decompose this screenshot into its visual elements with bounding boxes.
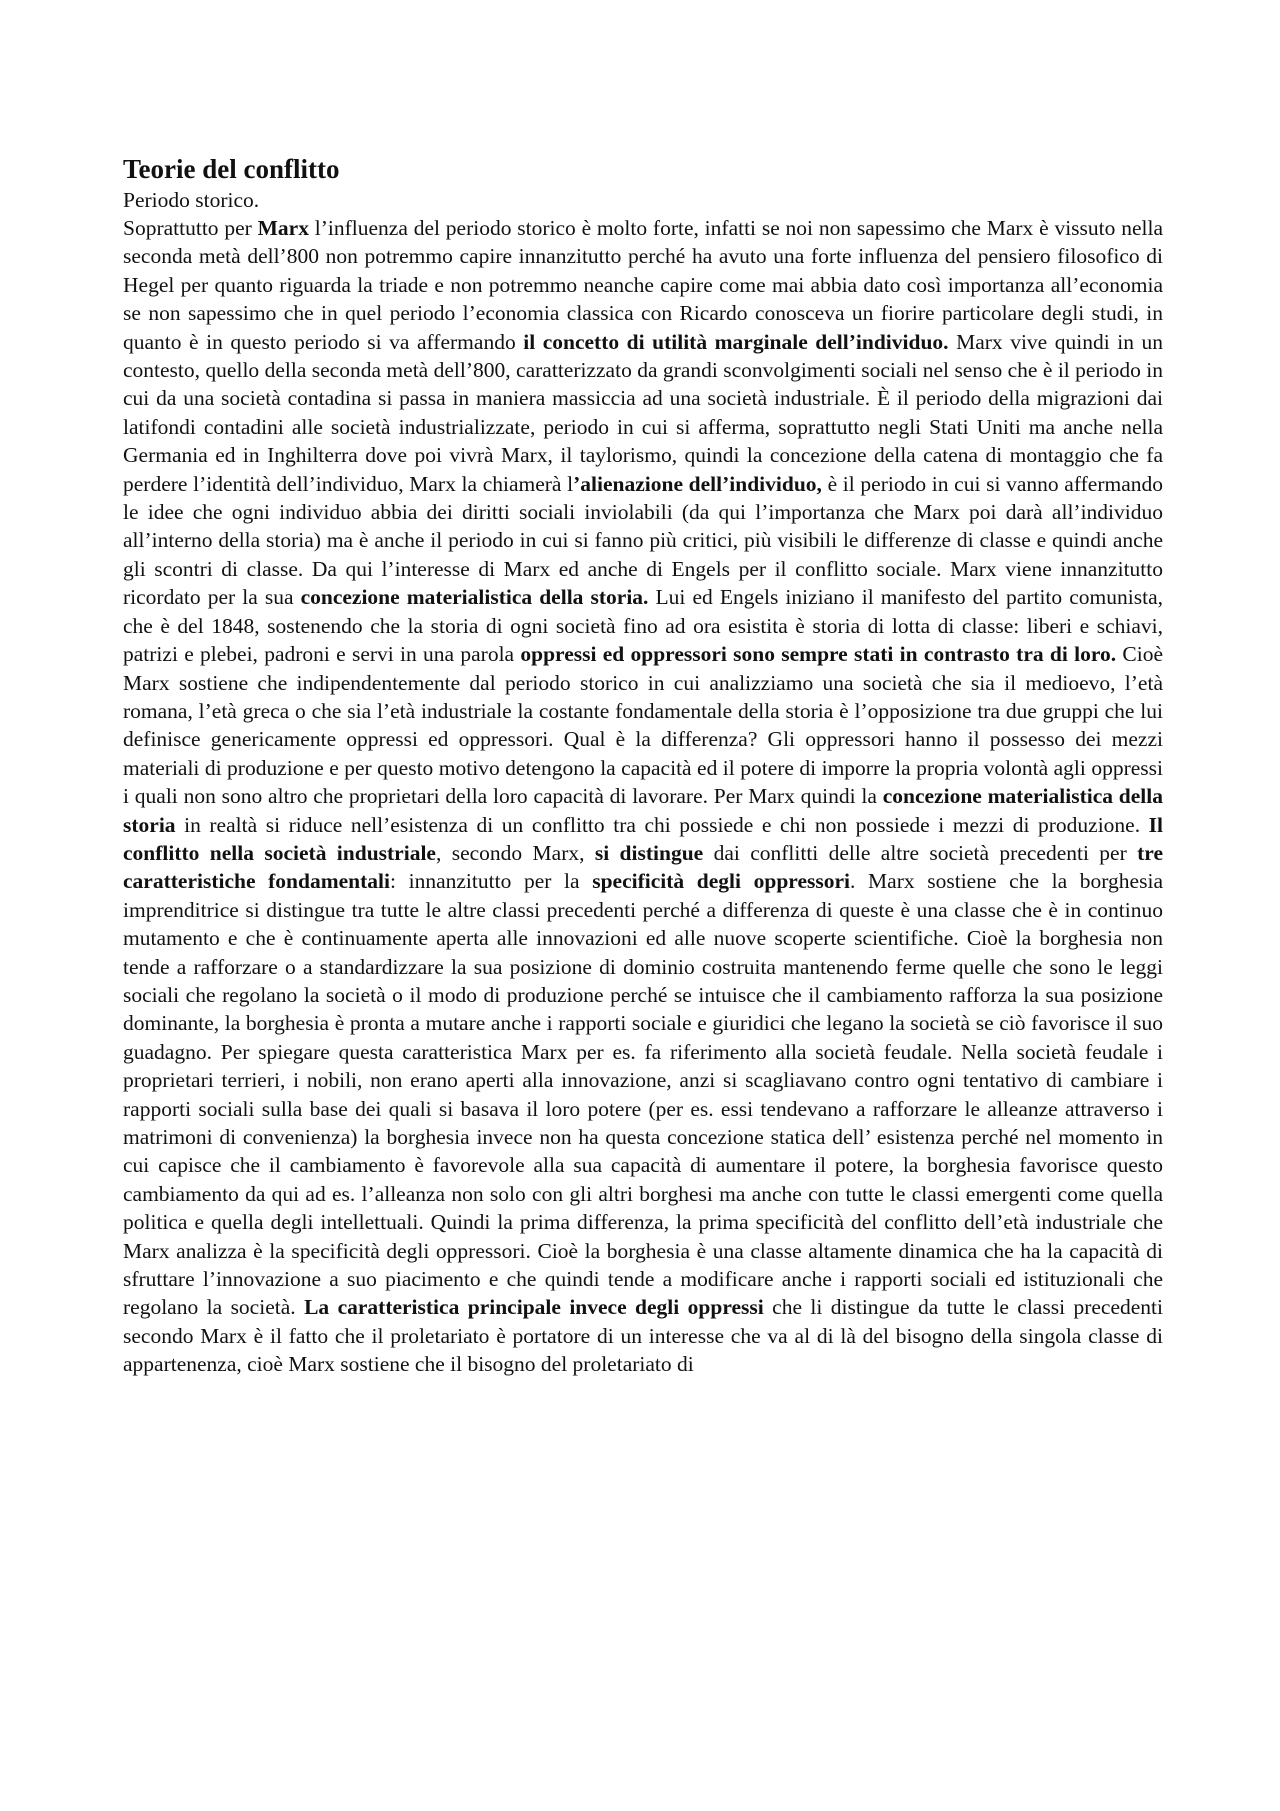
bold-text-run: concezione materialistica della storia. — [300, 585, 649, 610]
document-subtitle: Periodo storico. — [123, 188, 260, 212]
text-run: , secondo Marx, — [435, 840, 595, 865]
text-run: Marx vive quindi in un contesto, quello della seconda metà dell’800, caratterizzato da grandi sconvolgimenti sociali nel senso che è il periodo in cui da una società contadina si passa in maniera massiccia ad una società industriale. È il periodo della migrazioni dai latifondi contadini alle società industrializzate, periodo in cui si afferma, soprattutto negli Stati Uniti ma anche nella Germania ed in Inghilterra dove poi vivrà Marx, il taylorismo, quindi la concezione della catena di montaggio che fa perdere l’identità dell’individuo, Marx la chiamerà l — [123, 329, 1163, 496]
bold-text-run: oppressi ed oppressori sono sempre stati in contrasto tra di loro. — [520, 642, 1117, 667]
text-run: è il periodo in cui si vanno affermando le idee che ogni individuo abbia dei diritti sociali inviolabili (da qui l’importanza che Marx poi darà all’individuo all’interno della storia) ma è anche il periodo in cui si fanno più critici, più visibili le differenze di classe e quindi anche gli scontri di classe. Da qui l’interesse di Marx ed anche di Engels per il conflitto sociale. Marx viene innanzitutto ricordato per la sua — [123, 471, 1164, 610]
bold-text-run: concezione materialistica della storia — [123, 784, 1163, 837]
document-page — [123, 152, 1163, 1379]
text-run: . Marx sostiene che la borghesia imprenditrice si distingue tra tutte le altre classi precedenti perché a differenza di queste è una classe che è in continuo mutamento e che è continuamente aperta alle innovazioni ed alle nuove scoperte scientifiche. Cioè la borghesia non tende a rafforzare o a standardizzare la sua posizione di dominio costruita mantenendo ferme quelle che sono le leggi sociali che regolano la società o il modo di produzione perché se intuisce che il cambiamento rafforza la sua posizione dominante, la borghesia è pronta a mutare anche i rapporti sociale e giuridici che legano la società se ciò favorisce il suo guadagno. Per spiegare questa caratteristica Marx per es. fa riferimento alla società feudale. Nella società feudale i proprietari terrieri, i nobili, non erano aperti alla innovazione, anzi si scagliavano contro ogni tentativo di cambiare i rapporti sociali sulla base dei quali si basava il loro potere (per es. essi tendevano a rafforzare le alleanze attraverso i matrimoni di convenienza) la borghesia invece non ha questa concezione statica dell’ esistenza perché nel momento in cui capisce che il cambiamento è favorevole alla sua capacità di aumentare il potere, la borghesia favorisce questo cambiamento da qui ad es. l’alleanza non solo con gli altri borghesi ma anche con tutte le classi emergenti come quella politica e quella degli intellettuali. Quindi la prima differenza, la prima specificità del conflitto dell’età industriale che Marx analizza è la specificità degli oppressori. Cioè la borghesia è una classe altamente dinamica che ha la capacità di sfruttare l’innovazione a suo piacimento e che quindi tende a modificare anche i rapporti sociali ed istituzionali che regolano la società. — [123, 869, 1163, 1320]
text-run: dai conflitti delle altre società precedenti per — [703, 840, 1138, 865]
bold-text-run: Il conflitto nella società industriale — [123, 812, 1163, 865]
text-run: l’influenza del periodo storico è molto forte, infatti se noi non sapessimo che Marx è vissuto nella seconda metà dell’800 non potremmo capire innanzitutto perché ha avuto una forte influenza del pensiero filosofico di Hegel per quanto riguarda la triade e non potremmo neanche capire come mai abbia dato così importanza all’economia se non sapessimo che in quel periodo l’economia classica con Ricardo conosceva un fiorire particolare degli studi, in quanto è in questo periodo si va affermando — [123, 216, 1163, 354]
body-paragraph — [123, 214, 1163, 1379]
text-run: : innanzitutto per la — [390, 869, 593, 894]
bold-text-run: ’alienazione dell’individuo, — [573, 471, 822, 496]
bold-text-run: tre caratteristiche fondamentali — [123, 840, 1163, 894]
bold-text-run: il concetto di utilità marginale dell’individuo. — [523, 329, 949, 354]
bold-text-run: La caratteristica principale invece degli oppressi — [304, 1295, 764, 1320]
text-run: che li distingue da tutte le classi precedenti secondo Marx è il fatto che il proletariato è portatore di un interesse che va al di là del bisogno della singola classe di appartenenza, cioè Marx sostiene che il bisogno del proletariato di — [123, 1295, 1163, 1377]
bold-text-run: si distingue — [594, 840, 704, 865]
text-run: Cioè Marx sostiene che indipendentemente dal periodo storico in cui analizziamo una società che sia il medioevo, l’età romana, l’età greca o che sia l’età industriale la costante fondamentale della storia è l’opposizione tra due gruppi che lui definisce genericamente oppressi ed oppressori. Qual è la differenza? Gli oppressori hanno il possesso dei mezzi materiali di produzione e per questo motivo detengono la capacità ed il potere di imporre la propria volontà agli oppressi i quali non sono altro che proprietari della loro capacità di lavorare. Per Marx quindi la — [123, 642, 1163, 809]
bold-text-run: Marx — [257, 216, 309, 240]
bold-text-run: specificità degli oppressori — [592, 869, 851, 894]
document-title: Teorie del conflitto — [123, 154, 340, 184]
text-run: in realtà si riduce nell’esistenza di un conflitto tra chi possiede e chi non possiede i mezzi di produzione. — [175, 812, 1149, 837]
text-run: Soprattutto per — [123, 216, 258, 240]
text-run: Lui ed Engels iniziano il manifesto del partito comunista, che è del 1848, sostenendo che la storia di ogni società fino ad ora esistita è storia di lotta di classe: liberi e schiavi, patrizi e plebei, padroni e servi in una parola — [123, 585, 1163, 667]
